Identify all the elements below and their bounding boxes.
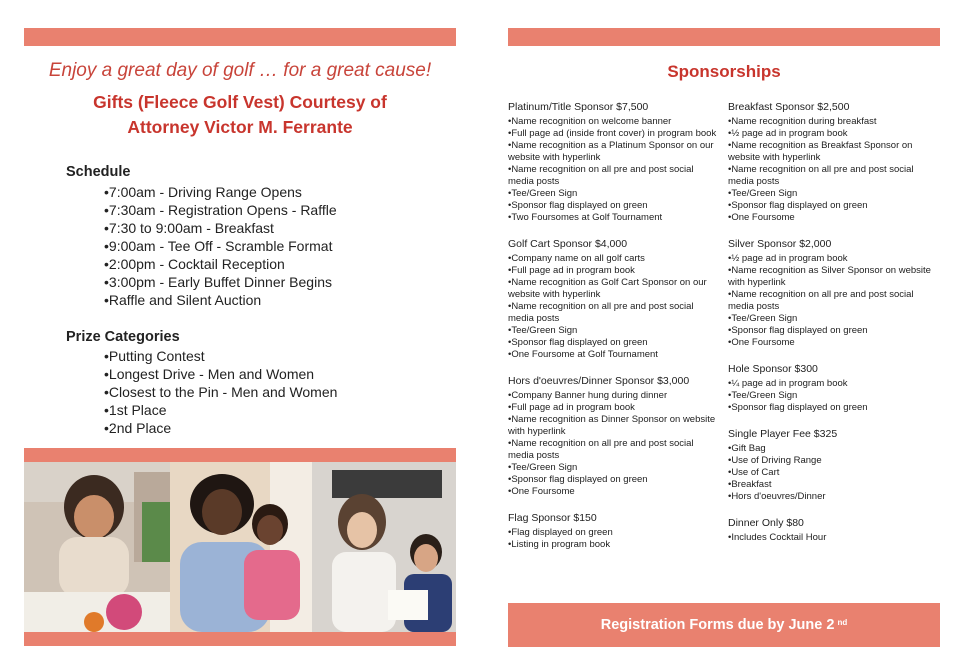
prize-categories-title: Prize Categories (66, 329, 180, 345)
sponsorship-benefit: •Sponsor flag displayed on green (728, 402, 868, 413)
photo-top-accent-bar (24, 448, 456, 462)
sponsorship-benefit: •Name recognition during breakfast (728, 116, 877, 127)
sponsorship-tier (508, 101, 720, 224)
sponsorship-benefit: •Includes Cocktail Hour (728, 532, 827, 543)
sponsorship-benefit: •Full page ad in program book (508, 265, 635, 276)
sponsorship-benefit: •Name recognition as a Platinum Sponsor on our website with hyperlink (508, 140, 714, 163)
registration-banner (508, 603, 940, 647)
sponsorship-tier (728, 238, 940, 349)
sponsorship-tier-name: Hors d'oeuvres/Dinner Sponsor $3,000 (508, 375, 690, 387)
sponsorship-benefit: •Tee/Green Sign (728, 390, 798, 401)
sponsorship-tier (508, 512, 720, 551)
schedule-item: •7:30 to 9:00am - Breakfast (104, 220, 274, 236)
sponsorship-benefit: •Use of Driving Range (728, 455, 822, 466)
sponsorship-tier-name: Platinum/Title Sponsor $7,500 (508, 101, 649, 113)
prize-item: •1st Place (104, 402, 167, 418)
sponsorship-benefits-list (728, 253, 940, 349)
sponsorship-benefit: •Tee/Green Sign (728, 313, 798, 324)
sponsorship-benefit: •Company Banner hung during dinner (508, 390, 668, 401)
sponsorship-benefits-list (508, 527, 720, 551)
sponsorship-benefit: •Name recognition as Breakfast Sponsor on website with hyperlink (728, 140, 913, 163)
sponsorship-benefit: •Name recognition on all pre and post social media posts (728, 164, 914, 187)
prize-item: •2nd Place (104, 420, 172, 436)
sponsorship-benefit: •¼ page ad in program book (728, 378, 848, 389)
sponsorship-benefit: •Name recognition on all pre and post social media posts (508, 301, 694, 324)
sponsorship-tier (728, 363, 940, 414)
sponsorship-benefit: •One Foursome (728, 337, 795, 348)
sponsorship-tier-name: Golf Cart Sponsor $4,000 (508, 238, 628, 250)
sponsorship-benefit: •Name recognition as Dinner Sponsor on website with hyperlink (508, 414, 716, 437)
sponsorship-benefit: •Company name on all golf carts (508, 253, 645, 264)
sponsorship-benefit: •Use of Cart (728, 467, 780, 478)
sponsorship-benefit: •½ page ad in program book (728, 253, 848, 264)
prize-list (104, 347, 337, 437)
sponsorship-benefit: •½ page ad in program book (728, 128, 848, 139)
sponsorship-tier (508, 238, 720, 361)
registration-superscript: nd (837, 617, 848, 627)
sponsorship-benefit: •Full page ad in program book (508, 402, 635, 413)
prize-item: •Putting Contest (104, 348, 205, 364)
sponsorship-benefit: •Sponsor flag displayed on green (508, 474, 648, 485)
sponsorship-tier-name: Dinner Only $80 (728, 517, 804, 529)
sponsorship-benefits-list (508, 390, 720, 498)
sponsorship-benefit: •Name recognition as Silver Sponsor on website with hyperlink (728, 265, 931, 288)
schedule-item: •2:00pm - Cocktail Reception (104, 256, 285, 272)
sponsorship-benefits-list (508, 116, 720, 224)
sponsorship-tier (728, 428, 940, 503)
sponsorships-title: Sponsorships (667, 62, 781, 81)
sponsorship-tier-name: Single Player Fee $325 (728, 428, 838, 440)
sponsorship-benefit: •Listing in program book (508, 539, 611, 550)
sponsorship-tier (728, 517, 940, 544)
sponsorship-benefit: •Tee/Green Sign (508, 325, 578, 336)
courtesy-line-1: Gifts (Fleece Golf Vest) Courtesy of (93, 92, 387, 112)
photo-bottom-accent-bar (24, 632, 456, 646)
sponsorship-benefit: •Breakfast (728, 479, 772, 490)
sponsorship-benefit: •Sponsor flag displayed on green (508, 200, 648, 211)
schedule-item: •3:00pm - Early Buffet Dinner Begins (104, 274, 332, 290)
tagline: Enjoy a great day of golf … for a great cause! (48, 60, 432, 81)
sponsorship-benefit: •One Foursome (728, 212, 795, 223)
schedule-item: •7:00am - Driving Range Opens (104, 184, 302, 200)
registration-text: Registration Forms due by June 2 (600, 617, 835, 633)
sponsorship-benefit: •Name recognition on all pre and post social media posts (508, 164, 694, 187)
sponsorship-column-1 (508, 101, 720, 565)
sponsorship-benefit: •Name recognition as Golf Cart Sponsor on our website with hyperlink (508, 277, 707, 300)
schedule-item: •9:00am - Tee Off - Scramble Format (104, 238, 333, 254)
sponsorship-tier-name: Breakfast Sponsor $2,500 (728, 101, 850, 113)
sponsorship-benefits-list (508, 253, 720, 361)
schedule-list (104, 183, 337, 309)
sponsorship-tier (508, 375, 720, 498)
sponsorship-benefit: •Hors d'oeuvres/Dinner (728, 491, 826, 502)
sponsorship-benefits-list (728, 443, 940, 503)
sponsorship-tier-name: Flag Sponsor $150 (508, 512, 597, 524)
photo-strip (24, 462, 456, 632)
sponsorship-benefit: •Tee/Green Sign (508, 188, 578, 199)
sponsorship-tier-name: Silver Sponsor $2,000 (728, 238, 832, 250)
sponsorship-benefit: •Two Foursomes at Golf Tournament (508, 212, 663, 223)
photo-woman-and-child (170, 462, 312, 632)
sponsorship-benefit: •Sponsor flag displayed on green (508, 337, 648, 348)
sponsorship-benefits-list (728, 116, 940, 224)
sponsorship-benefit: •Full page ad (inside front cover) in program book (508, 128, 717, 139)
sponsorship-benefit: •Name recognition on all pre and post social media posts (508, 438, 694, 461)
sponsorship-tier (728, 101, 940, 224)
sponsorship-benefit: •One Foursome at Golf Tournament (508, 349, 658, 360)
sponsorship-benefit: •Flag displayed on green (508, 527, 613, 538)
courtesy-heading (24, 90, 456, 140)
photo-classroom-kids (312, 462, 456, 632)
sponsorship-benefit: •Gift Bag (728, 443, 766, 454)
prize-item: •Longest Drive - Men and Women (104, 366, 315, 382)
sponsorship-benefit: •Sponsor flag displayed on green (728, 325, 868, 336)
sponsorship-benefit: •Tee/Green Sign (728, 188, 798, 199)
schedule-item: •7:30am - Registration Opens - Raffle (104, 202, 337, 218)
prize-item: •Closest to the Pin - Men and Women (104, 384, 338, 400)
sponsorship-benefits-list (728, 378, 940, 414)
sponsorship-benefit: •Sponsor flag displayed on green (728, 200, 868, 211)
sponsorship-benefit: •One Foursome (508, 486, 575, 497)
sponsorship-tier-name: Hole Sponsor $300 (728, 363, 818, 375)
schedule-item: •Raffle and Silent Auction (104, 292, 262, 308)
sponsorship-benefits-list (728, 532, 940, 544)
photo-girl-painting (24, 462, 170, 632)
schedule-title: Schedule (66, 164, 131, 180)
right-top-accent-bar (508, 28, 940, 46)
sponsorship-benefit: •Name recognition on welcome banner (508, 116, 672, 127)
sponsorship-benefit: •Name recognition on all pre and post social media posts (728, 289, 914, 312)
sponsorship-benefit: •Tee/Green Sign (508, 462, 578, 473)
courtesy-line-2: Attorney Victor M. Ferrante (127, 117, 353, 137)
sponsorship-column-2 (728, 101, 940, 558)
left-top-accent-bar (24, 28, 456, 46)
